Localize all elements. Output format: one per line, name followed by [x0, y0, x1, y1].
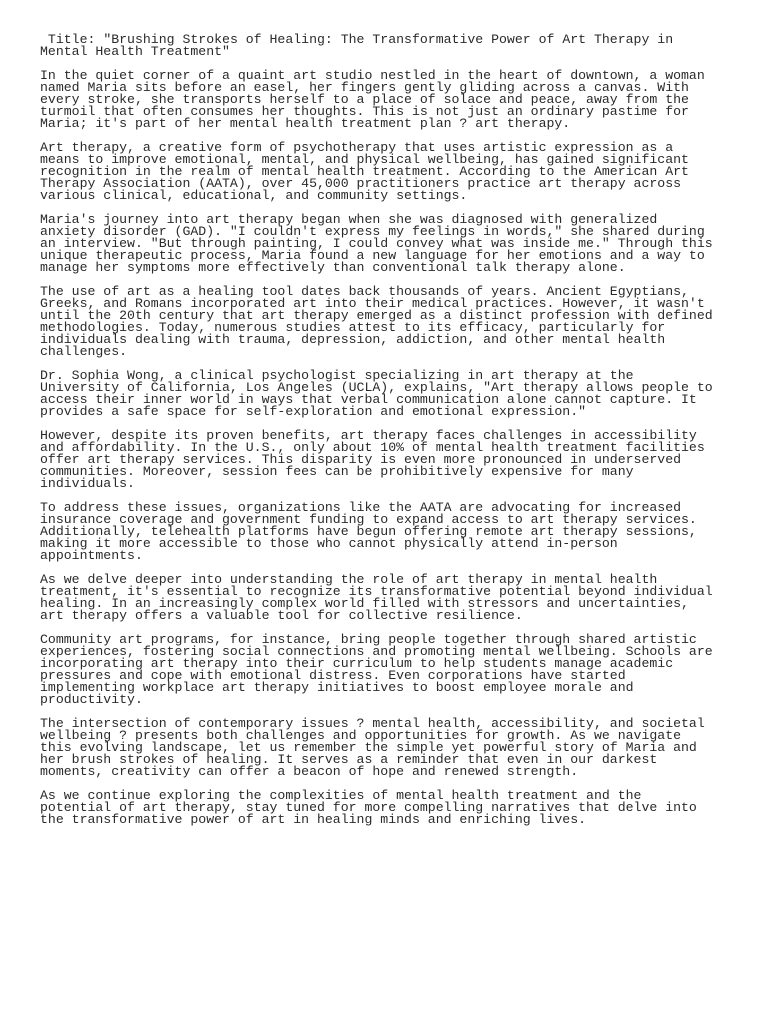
paragraph-line: Community art programs, for instance, bring people together through shared artistic [40, 632, 697, 647]
paragraph [40, 286, 720, 358]
paragraph-line: moments, creativity can offer a beacon of hope and renewed strength. [40, 764, 579, 779]
paragraph-line: her brush strokes of healing. It serves as a reminder that even in our darkest [40, 752, 658, 767]
document-title [40, 34, 720, 58]
paragraph-line: Maria; it's part of her mental health treatment plan ? art therapy. [40, 116, 571, 131]
paragraph [40, 430, 720, 490]
paragraph-line: offer art therapy services. This disparity is even more pronounced in underserved [40, 452, 682, 467]
paragraph-line: However, despite its proven benefits, art therapy faces challenges in accessibility [40, 428, 697, 443]
paragraph-line: pressures and cope with emotional distress. Even corporations have started [40, 668, 626, 683]
paragraph-line: means to improve emotional, mental, and physical wellbeing, has gained significant [40, 152, 689, 167]
paragraph-line: Maria's journey into art therapy began when she was diagnosed with generalized [40, 212, 658, 227]
paragraph-line: Greeks, and Romans incorporated art into their medical practices. However, it wasn't [40, 296, 705, 311]
paragraph [40, 70, 720, 130]
paragraph-line: implementing workplace art therapy initiatives to boost employee morale and [40, 680, 634, 695]
paragraph-line: various clinical, educational, and community settings. [40, 188, 468, 203]
paragraph [40, 142, 720, 202]
paragraph-line: communities. Moreover, session fees can be prohibitively expensive for many [40, 464, 634, 479]
paragraph-line: The use of art as a healing tool dates back thousands of years. Ancient Egyptians, [40, 284, 689, 299]
document-page [40, 34, 720, 838]
paragraph-line: manage her symptoms more effectively than conventional talk therapy alone. [40, 260, 626, 275]
paragraph-line: anxiety disorder (GAD). "I couldn't express my feelings in words," she shared during [40, 224, 705, 239]
paragraph-line: turmoil that often consumes her thoughts. This is not just an ordinary pastime for [40, 104, 689, 119]
paragraph [40, 790, 720, 826]
paragraph-line: Art therapy, a creative form of psychotherapy that uses artistic expression as a [40, 140, 674, 155]
paragraph [40, 502, 720, 562]
paragraph-line: potential of art therapy, stay tuned for more compelling narratives that delve into [40, 800, 697, 815]
paragraph-line: Dr. Sophia Wong, a clinical psychologist specializing in art therapy at the [40, 368, 634, 383]
paragraph-line: this evolving landscape, let us remember the simple yet powerful story of Maria and [40, 740, 697, 755]
paragraph [40, 574, 720, 622]
paragraph-line: To address these issues, organizations like the AATA are advocating for increased [40, 500, 682, 515]
paragraph-line: treatment, it's essential to recognize its transformative potential beyond individual [40, 584, 713, 599]
paragraph-line: The intersection of contemporary issues ? mental health, accessibility, and societal [40, 716, 705, 731]
paragraph-line: appointments. [40, 548, 143, 563]
paragraph-line: As we continue exploring the complexities of mental health treatment and the [40, 788, 642, 803]
paragraph [40, 718, 720, 778]
paragraph-line: making it more accessible to those who cannot physically attend in-person [40, 536, 618, 551]
document-body [40, 70, 720, 826]
paragraph-line: wellbeing ? presents both challenges and opportunities for growth. As we navigate [40, 728, 682, 743]
paragraph-line: the transformative power of art in healing minds and enriching lives. [40, 812, 587, 827]
paragraph-line: Additionally, telehealth platforms have begun offering remote art therapy sessions, [40, 524, 697, 539]
paragraph-line: an interview. "But through painting, I could convey what was inside me." Through this [40, 236, 713, 251]
paragraph [40, 370, 720, 418]
paragraph-line: As we delve deeper into understanding the role of art therapy in mental health [40, 572, 658, 587]
paragraph-line: individuals dealing with trauma, depression, addiction, and other mental health [40, 332, 666, 347]
paragraph-line: unique therapeutic process, Maria found a new language for her emotions and a way to [40, 248, 705, 263]
paragraph-line: Therapy Association (AATA), over 45,000 practitioners practice art therapy across [40, 176, 682, 191]
paragraph-line: provides a safe space for self-exploration and emotional expression." [40, 404, 587, 419]
paragraph-line: access their inner world in ways that verbal communication alone cannot capture. It [40, 392, 697, 407]
paragraph [40, 634, 720, 706]
title-line: Title: "Brushing Strokes of Healing: The Transformative Power of Art Therapy in [40, 32, 674, 47]
paragraph-line: and affordability. In the U.S., only about 10% of mental health treatment facilities [40, 440, 705, 455]
paragraph-line: In the quiet corner of a quaint art studio nestled in the heart of downtown, a woman [40, 68, 705, 83]
paragraph-line: methodologies. Today, numerous studies attest to its efficacy, particularly for [40, 320, 666, 335]
paragraph-line: insurance coverage and government funding to expand access to art therapy services. [40, 512, 697, 527]
paragraph-line: named Maria sits before an easel, her fingers gently gliding across a canvas. With [40, 80, 689, 95]
paragraph-line: experiences, fostering social connections and promoting mental wellbeing. Schools are [40, 644, 713, 659]
paragraph-line: until the 20th century that art therapy emerged as a distinct profession with defined [40, 308, 713, 323]
paragraph-line: productivity. [40, 692, 143, 707]
title-line: Mental Health Treatment" [40, 44, 230, 59]
paragraph-line: individuals. [40, 476, 135, 491]
paragraph-line: University of California, Los Angeles (UCLA), explains, "Art therapy allows people to [40, 380, 713, 395]
paragraph-line: healing. In an increasingly complex world filled with stressors and uncertainties, [40, 596, 689, 611]
paragraph-line: every stroke, she transports herself to a place of solace and peace, away from the [40, 92, 689, 107]
paragraph-line: art therapy offers a valuable tool for collective resilience. [40, 608, 523, 623]
paragraph-line: recognition in the realm of mental health treatment. According to the American Art [40, 164, 689, 179]
paragraph-line: incorporating art therapy into their curriculum to help students manage academic [40, 656, 674, 671]
paragraph [40, 214, 720, 274]
paragraph-line: challenges. [40, 344, 128, 359]
